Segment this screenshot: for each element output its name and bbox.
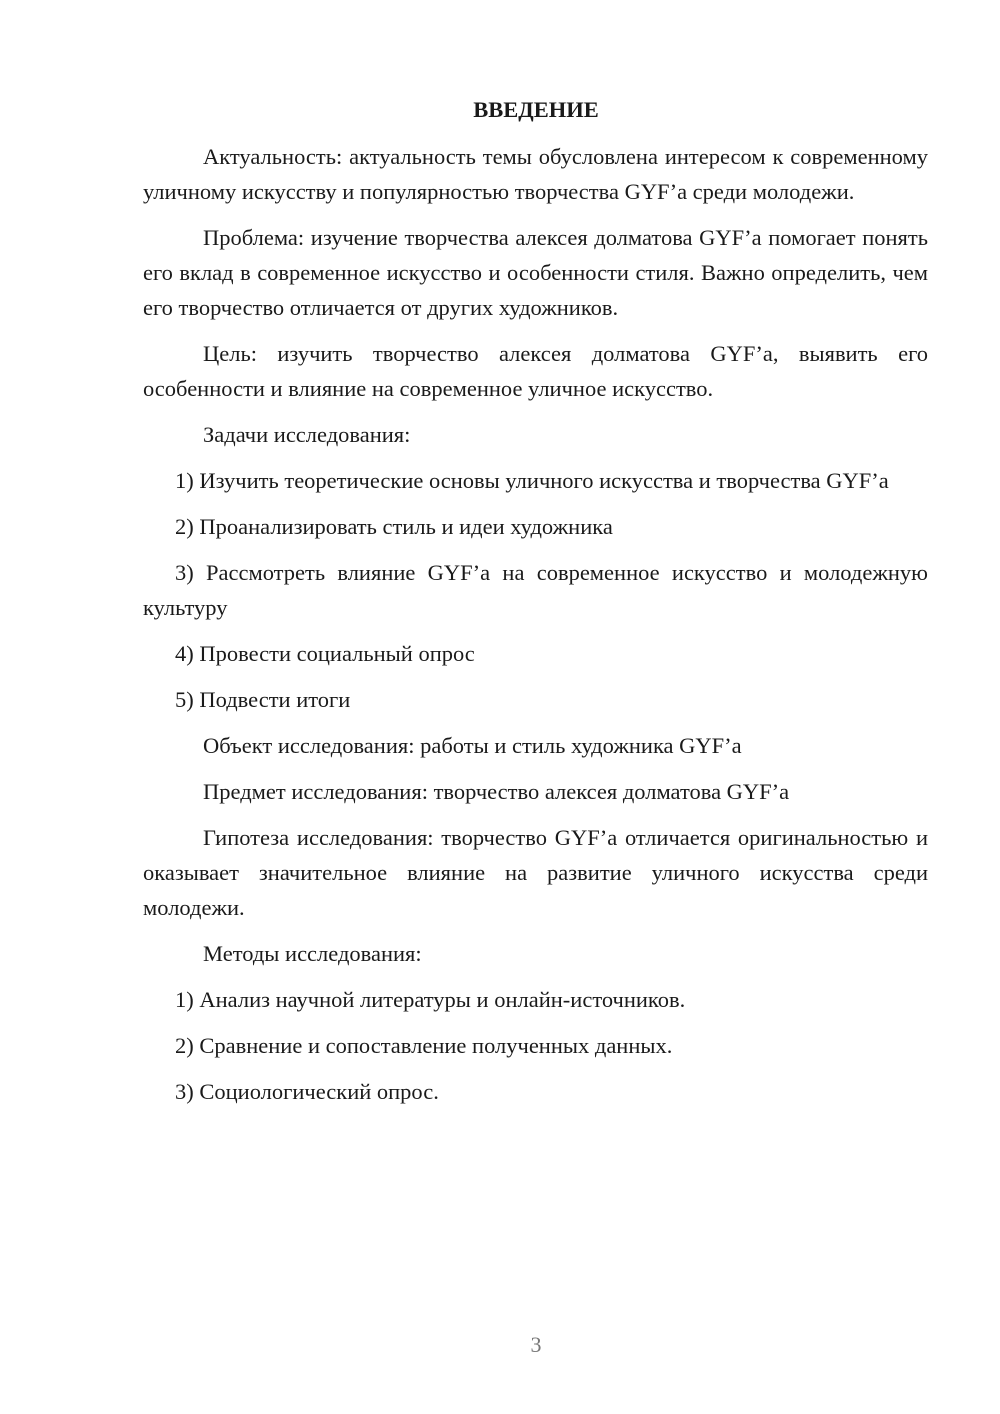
- problem-paragraph: Проблема: изучение творчества алексея долматова GYF’а помогает понять его вклад в современное искусство и особенности стиля. Важно определить, чем его творчество отличается от других художников.: [143, 225, 928, 320]
- relevance-paragraph: Актуальность: актуальность темы обусловлена интересом к современному уличному искусству и популярностью творчества GYF’а среди молодежи.: [143, 144, 928, 204]
- tasks-heading: Задачи исследования:: [203, 422, 411, 447]
- task-item: 3) Рассмотреть влияние GYF’а на современное искусство и молодежную культуру: [143, 560, 928, 620]
- method-item: 1) Анализ научной литературы и онлайн-источников.: [175, 987, 686, 1012]
- goal-paragraph: Цель: изучить творчество алексея долматова GYF’а, выявить его особенности и влияние на современное уличное искусство.: [143, 341, 928, 401]
- methods-heading: Методы исследования:: [203, 941, 422, 966]
- hypothesis-paragraph: Гипотеза исследования: творчество GYF’а отличается оригинальностью и оказывает значительное влияние на развитие уличного искусства среди молодежи.: [143, 825, 928, 920]
- page-title: ВВЕДЕНИЕ: [473, 97, 599, 122]
- task-item: 1) Изучить теоретические основы уличного искусства и творчества GYF’а: [175, 468, 889, 493]
- task-item: 4) Провести социальный опрос: [175, 641, 475, 666]
- task-item: 2) Проанализировать стиль и идеи художника: [175, 514, 613, 539]
- page-number: 3: [530, 1332, 542, 1357]
- subject-paragraph: Предмет исследования: творчество алексея долматова GYF’а: [203, 779, 790, 804]
- method-item: 2) Сравнение и сопоставление полученных данных.: [175, 1033, 673, 1058]
- document-page: [143, 92, 928, 1120]
- task-item: 5) Подвести итоги: [175, 687, 351, 712]
- method-item: 3) Социологический опрос.: [175, 1079, 439, 1104]
- object-paragraph: Объект исследования: работы и стиль художника GYF’а: [203, 733, 742, 758]
